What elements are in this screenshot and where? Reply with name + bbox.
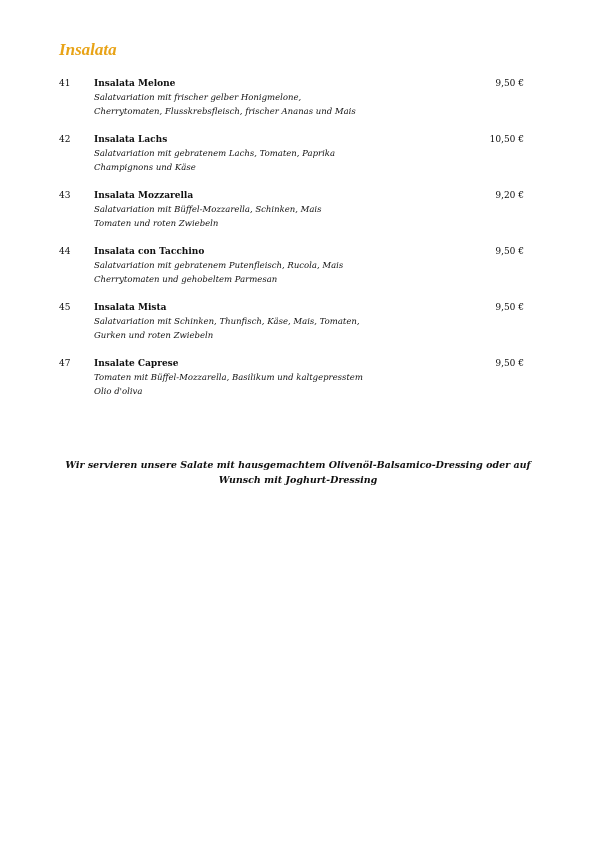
dressing-note-line: Wir servieren unsere Salate mit hausgemachtem Olivenöl-Balsamico-Dressing oder auf <box>65 460 531 471</box>
item-name: Insalata Mista <box>94 303 167 313</box>
item-description <box>94 203 424 231</box>
item-price: 9,20 € <box>495 191 524 201</box>
item-description-line: Tomaten und roten Zwiebeln <box>94 219 219 229</box>
item-name: Insalata con Tacchino <box>94 247 205 257</box>
item-price: 10,50 € <box>489 135 524 145</box>
item-name: Insalata Lachs <box>94 135 168 145</box>
item-name: Insalate Caprese <box>94 359 179 369</box>
item-description <box>94 147 424 175</box>
dressing-note <box>40 458 556 488</box>
item-description-line: Salatvariation mit Schinken, Thunfisch, Käse, Mais, Tomaten, <box>94 317 360 327</box>
item-number: 41 <box>59 79 71 89</box>
item-description-line: Tomaten mit Büffel-Mozzarella, Basilikum und kaltgepresstem <box>94 373 363 383</box>
section-title: Insalata <box>59 40 117 59</box>
item-description-line: Olio d'oliva <box>94 387 143 397</box>
item-description-line: Champignons und Käse <box>94 163 196 173</box>
item-description-line: Salatvariation mit gebratenem Lachs, Tomaten, Paprika <box>94 149 336 159</box>
item-description-line: Salatvariation mit Büffel-Mozzarella, Schinken, Mais <box>94 205 322 215</box>
item-price: 9,50 € <box>495 359 524 369</box>
item-description-line: Cherrytomaten, Flusskrebsfleisch, frischer Ananas und Mais <box>94 107 356 117</box>
item-description-line: Cherrytomaten und gehobeltem Parmesan <box>94 275 278 285</box>
item-name: Insalata Mozzarella <box>94 191 194 201</box>
item-name: Insalata Melone <box>94 79 176 89</box>
item-description <box>94 259 424 287</box>
item-description <box>94 91 424 119</box>
item-description <box>94 315 424 343</box>
item-number: 43 <box>59 191 71 201</box>
item-description-line: Salatvariation mit frischer gelber Honigmelone, <box>94 93 302 103</box>
item-description-line: Gurken und roten Zwiebeln <box>94 331 214 341</box>
item-description <box>94 371 424 399</box>
dressing-note-line: Wunsch mit Joghurt-Dressing <box>218 475 378 486</box>
item-price: 9,50 € <box>495 247 524 257</box>
item-number: 42 <box>59 135 71 145</box>
item-price: 9,50 € <box>495 79 524 89</box>
item-number: 44 <box>59 247 71 257</box>
item-price: 9,50 € <box>495 303 524 313</box>
item-description-line: Salatvariation mit gebratenem Putenfleisch, Rucola, Mais <box>94 261 344 271</box>
item-number: 45 <box>59 303 71 313</box>
item-number: 47 <box>59 359 71 369</box>
